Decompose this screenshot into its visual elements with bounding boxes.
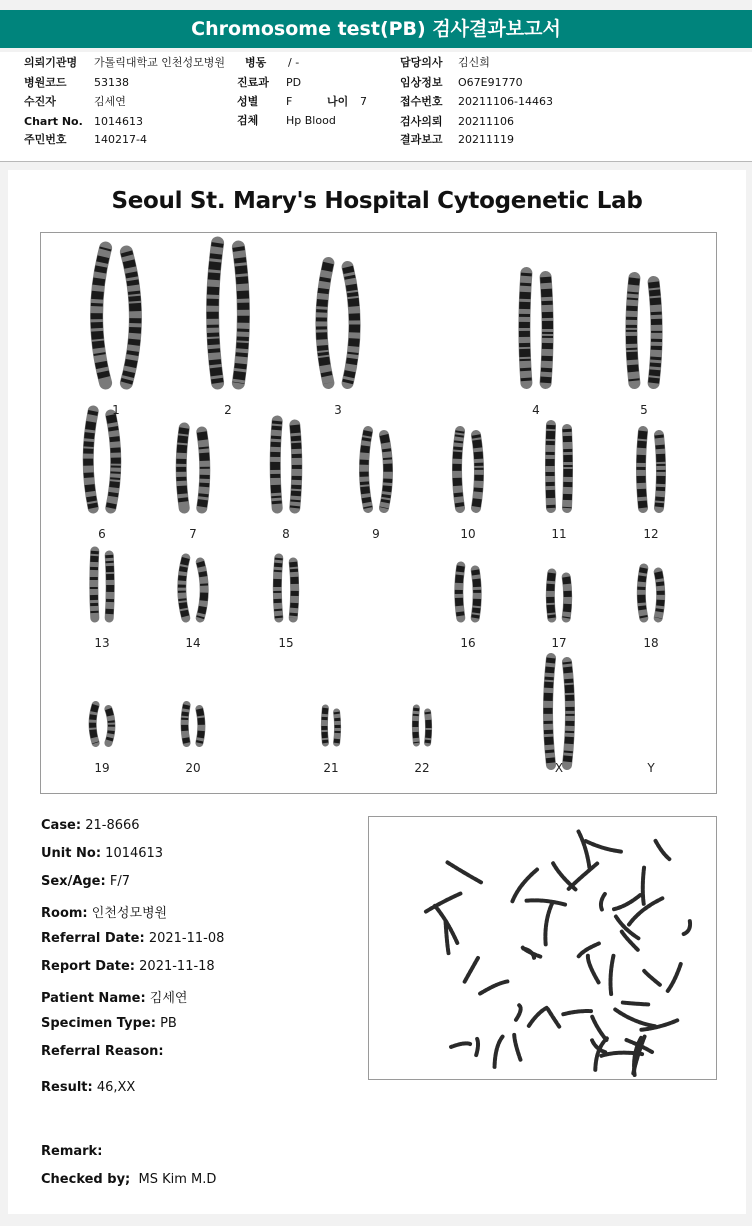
metaphase-chromosome <box>615 1009 655 1026</box>
doctor-label: 담당의사 <box>400 56 443 69</box>
metaphase-chromosome <box>610 956 613 994</box>
chromosome-number-label: 16 <box>460 636 476 650</box>
metaphase-chromosome <box>495 1037 503 1067</box>
metaphase-chromosome <box>447 862 481 882</box>
patient-label: 수진자 <box>24 95 56 108</box>
chromosome-number-label: 6 <box>98 527 106 541</box>
chromosome-pair <box>93 705 112 743</box>
chromosome-pair <box>550 425 568 508</box>
patient-value: 김세연 <box>94 95 126 108</box>
metaphase-chromosome <box>548 1009 560 1028</box>
metaphase-chromosome <box>512 870 537 902</box>
metaphase-chromosome <box>684 921 690 934</box>
unit-no-value: 1014613 <box>105 846 164 861</box>
referral-date-value: 2021-11-08 <box>148 931 225 946</box>
chromosome-number-label: 14 <box>185 636 201 650</box>
metaphase-chromosome <box>592 1017 606 1040</box>
metaphase-chromosome <box>545 902 552 944</box>
room-value: 인천성모병원 <box>91 906 168 921</box>
metaphase-chromosome <box>516 1005 521 1020</box>
chromosome-number-label: 17 <box>551 636 567 650</box>
report-value: 20211119 <box>458 133 514 146</box>
metaphase-chromosome <box>668 964 681 991</box>
karyotype-report <box>8 170 746 1214</box>
metaphase-chromosome <box>476 1039 478 1055</box>
chromosome-number-label: 15 <box>278 636 294 650</box>
metaphase-chromosome <box>451 1043 470 1047</box>
chromosome-pair <box>550 573 567 618</box>
metaphase-chromosome <box>614 895 640 909</box>
reception-value: 20211106-14463 <box>458 95 553 108</box>
chromosome-number-label: 2 <box>224 403 232 417</box>
hospital-code-label: 병원코드 <box>24 76 67 89</box>
sex-value: F <box>286 95 293 108</box>
remark-row: Remark: <box>41 1144 103 1159</box>
rrn-value: 140217-4 <box>94 133 147 146</box>
case-row: Case: 21-8666 <box>41 818 140 833</box>
metaphase-chromosome <box>569 864 598 889</box>
metaphase-chromosome <box>601 894 605 911</box>
metaphase-chromosome <box>527 900 566 904</box>
chromosome-pair <box>97 248 136 383</box>
metaphase-chromosome <box>644 971 661 986</box>
chromosome-pair <box>182 558 204 618</box>
chromosome-number-label: 22 <box>414 761 430 775</box>
patient-name-row: Patient Name: 김세연 <box>41 991 188 1006</box>
chromosome-number-label: 21 <box>323 761 339 775</box>
chromosome-pair <box>277 558 294 618</box>
dept-value: PD <box>286 76 302 89</box>
case-value: 21-8666 <box>85 818 140 833</box>
chromosome-number-label: 18 <box>643 636 659 650</box>
metaphase-chromosome <box>578 831 589 867</box>
clinical-value: O67E91770 <box>458 76 523 89</box>
metaphase-chromosome <box>529 1008 547 1026</box>
chromosome-pair <box>631 278 656 383</box>
chromosome-number-label: 7 <box>189 527 197 541</box>
metaphase-chromosome <box>426 893 462 912</box>
chromosome-number-label: 9 <box>372 527 380 541</box>
chromosome-number-label: 4 <box>532 403 540 417</box>
patient-name-value: 김세연 <box>149 991 188 1006</box>
chromosome-number-label: 8 <box>282 527 290 541</box>
result-value: 46,XX <box>96 1080 136 1095</box>
institution-label: 의뢰기관명 <box>24 56 78 69</box>
report-date-value: 2021-11-18 <box>139 959 215 974</box>
chromosome-number-label: 1 <box>112 403 120 417</box>
request-label: 검사의뢰 <box>400 115 443 128</box>
metaphase-chromosome <box>480 981 508 993</box>
metaphase-chromosome <box>588 956 599 983</box>
result-row: Result: 46,XX <box>41 1080 136 1095</box>
metaphase-chromosome <box>656 841 670 859</box>
patient-info-panel <box>0 52 752 162</box>
report-label: 결과보고 <box>400 133 443 146</box>
lab-title: Seoul St. Mary's Hospital Cytogenetic Lab <box>111 188 643 214</box>
age-value: 7 <box>360 95 367 108</box>
rrn-label: 주민번호 <box>24 133 67 146</box>
metaphase-chromosome <box>643 868 644 904</box>
ward-value: / - <box>288 56 300 69</box>
chromosome-pair <box>459 566 477 618</box>
metaphase-chromosome <box>622 1003 648 1005</box>
specimen-type-row: Specimen Type: PB <box>41 1016 177 1031</box>
sex-label: 성별 <box>237 95 259 108</box>
chromosome-pair <box>548 658 570 765</box>
sex-age-row: Sex/Age: F/7 <box>41 874 130 889</box>
unit-no-row: Unit No: 1014613 <box>41 846 164 861</box>
age-label: 나이 <box>327 95 349 108</box>
chromosome-pair <box>213 243 244 383</box>
hospital-code-value: 53138 <box>94 76 129 89</box>
report-title-bar <box>0 10 752 48</box>
report-title: Chromosome test(PB) 검사결과보고서 <box>191 18 561 40</box>
chromosome-number-label: Y <box>647 761 655 775</box>
chromosome-pair <box>524 273 547 383</box>
metaphase-chromosome <box>465 958 478 982</box>
chromosome-pair <box>415 708 428 743</box>
room-row: Room: 인천성모병원 <box>41 906 168 921</box>
chromosome-pair <box>324 708 337 743</box>
reception-label: 접수번호 <box>400 95 443 108</box>
chromosome-number-label: 20 <box>185 761 201 775</box>
metaphase-chromosome <box>563 1011 591 1014</box>
chromosome-pair <box>641 431 661 508</box>
dept-label: 진료과 <box>237 76 269 89</box>
chromosome-number-label: 5 <box>640 403 648 417</box>
chromosome-pair <box>275 421 297 508</box>
specimen-value: Hp Blood <box>286 114 336 127</box>
karyogram-panel <box>40 232 717 794</box>
referral-date-row: Referral Date: 2021-11-08 <box>41 931 225 946</box>
chromosome-number-label: X <box>554 761 564 775</box>
request-value: 20211106 <box>458 115 514 128</box>
metaphase-panel <box>368 816 717 1080</box>
chromosome-pair <box>457 431 479 508</box>
chromosome-number-label: 12 <box>643 527 659 541</box>
chromosome-pair <box>94 551 110 618</box>
chart-no-value: 1014613 <box>94 115 143 128</box>
chromosome-pair <box>364 431 388 508</box>
metaphase-chromosome <box>586 841 621 852</box>
karyogram-image <box>41 233 718 795</box>
specimen-type-value: PB <box>160 1016 177 1031</box>
checked-by-row: Checked by; MS Kim M.D <box>41 1172 217 1187</box>
chromosome-pair <box>88 411 116 508</box>
chromosome-pair <box>321 263 354 383</box>
chromosome-number-label: 13 <box>94 636 110 650</box>
chromosome-number-label: 10 <box>460 527 476 541</box>
report-date-row: Report Date: 2021-11-18 <box>41 959 215 974</box>
clinical-label: 임상정보 <box>400 76 443 89</box>
chromosome-number-label: 3 <box>334 403 342 417</box>
metaphase-chromosome <box>514 1034 520 1060</box>
chromosome-number-label: 19 <box>94 761 110 775</box>
institution-value: 가톨릭대학교 인천성모병원 <box>94 56 226 69</box>
referral-reason-row: Referral Reason: <box>41 1044 164 1059</box>
ward-label: 병동 <box>245 56 267 69</box>
metaphase-chromosome <box>629 898 662 924</box>
chromosome-pair <box>641 568 660 618</box>
metaphase-image <box>369 817 718 1081</box>
doctor-value: 김신희 <box>458 56 490 69</box>
chart-no-label: Chart No. <box>24 115 83 128</box>
chromosome-pair <box>185 705 202 743</box>
chromosome-number-label: 11 <box>551 527 567 541</box>
chromosome-pair <box>181 428 205 508</box>
checked-by-value: MS Kim M.D <box>138 1172 217 1187</box>
specimen-label: 검체 <box>237 114 259 127</box>
sex-age-value: F/7 <box>109 874 130 889</box>
